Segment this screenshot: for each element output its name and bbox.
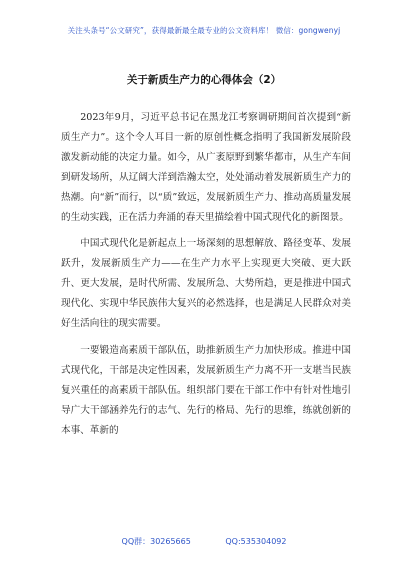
document-body xyxy=(61,108,351,441)
contact-footer xyxy=(0,536,408,547)
promo-header: 关注头条号“公文研究”，获得最新最全最专业的公文资料库！ 微信：gongwenyj xyxy=(67,26,341,35)
paragraph-2: 中国式现代化是新起点上一场深刻的思想解放、路径变革、发展跃升，发展新质生产力——在生产力水平上实现更大突破、更大跃升、更大发展，是时代所需、发展所急、大势所趋，更是推进中国式现代化、实现中华民族伟大复兴的必然选择，也是满足人民群众对美好生活向往的现实需要。 xyxy=(61,238,351,330)
qq-contact-label: QQ:535304092 xyxy=(225,537,287,546)
paragraph-3: 一要锻造高素质干部队伍，助推新质生产力加快形成。推进中国式现代化，干部是决定性因素，发展新质生产力离不开一支堪当民族复兴重任的高素质干部队伍。组织部门要在干部工作中有针对性地引导广大干部涵养先行的志气、先行的格局、先行的思维，练就创新的本事、革新的 xyxy=(61,344,351,436)
paragraph-1: 2023年9月，习近平总书记在黑龙江考察调研期间首次提到“新质生产力”。这个令人耳目一新的原创性概念指明了我国新发展阶段激发新动能的决定力量。如今，从广袤原野到繁华都市，从生产车间到研发场所，从辽阔大洋到浩瀚太空，处处涌动着发展新质生产力的热潮。向“新”而行，以“质”致远，发展新质生产力、推动高质量发展的生动实践，正在活力奔涌的春天里描绘着中国式现代化的新图景。 xyxy=(61,112,351,223)
qq-group-label: QQ群：30265665 xyxy=(121,537,191,546)
document-title: 关于新质生产力的心得体会（2） xyxy=(126,74,282,86)
